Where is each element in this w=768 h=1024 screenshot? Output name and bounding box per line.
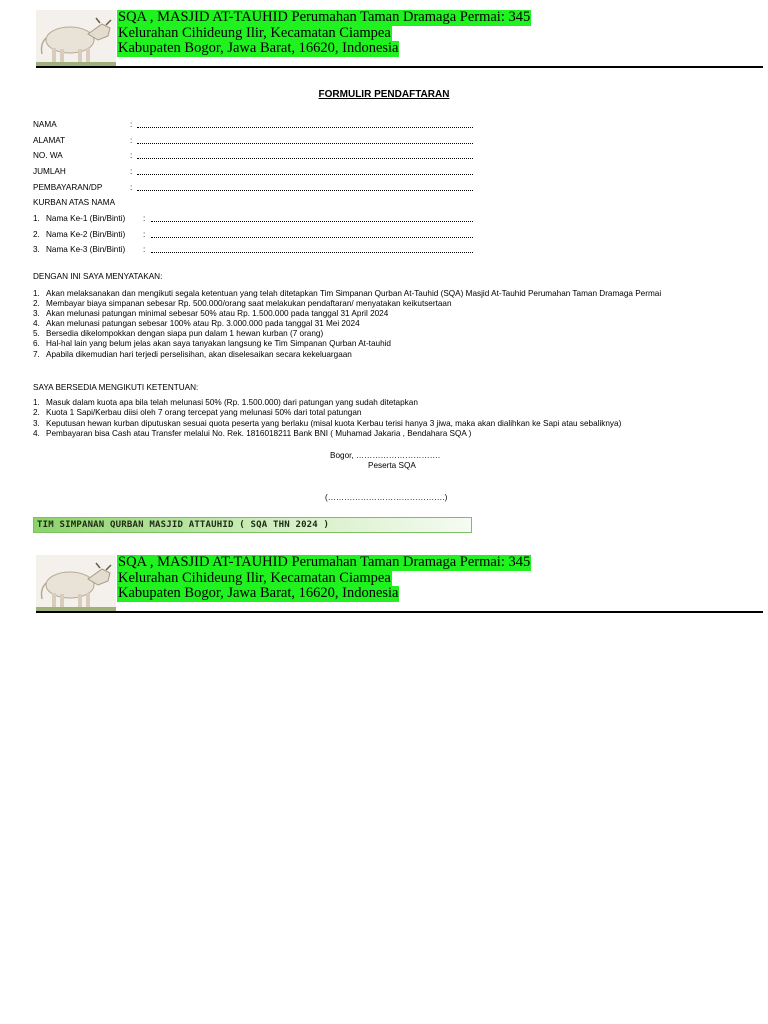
- letterhead-line-2: Kelurahan Cihideung Ilir, Kecamatan Ciampea: [118, 569, 391, 586]
- field-label: JUMLAH: [33, 167, 66, 176]
- field-label: NO. WA: [33, 151, 63, 160]
- field-kurban-3[interactable]: 3. Nama Ke-3 (Bin/Binti) :: [33, 245, 473, 257]
- cow-logo-image: [36, 10, 116, 66]
- terms-list: [33, 398, 621, 439]
- letterhead-line-3: Kabupaten Bogor, Jawa Barat, 16620, Indonesia: [118, 40, 399, 56]
- letterhead-line-1: SQA , MASJID AT-TAUHID Perumahan Taman Dramaga Permai: 345: [118, 9, 531, 25]
- cow-logo-image: [36, 555, 116, 611]
- field-label: ALAMAT: [33, 136, 66, 145]
- field-label: Nama Ke-2 (Bin/Binti): [46, 230, 126, 239]
- list-item: 3. Akan melunasi patungan minimal sebesar 50% atau Rp. 1.500.000 pada tanggal 31 April 2024: [33, 309, 389, 319]
- field-label: PEMBAYARAN/DP: [33, 183, 103, 192]
- field-label: Nama Ke-3 (Bin/Binti): [46, 245, 126, 254]
- list-item: 3. Keputusan hewan kurban diputuskan sesuai quota peserta yang berlaku (misal kuota Kerbau terisi hanya 3 jiwa, maka akan dialihkan ke Sapi atau sebaliknya): [33, 418, 622, 428]
- letterhead-line-3: Kabupaten Bogor, Jawa Barat, 16620, Indonesia: [118, 585, 399, 601]
- field-no-wa[interactable]: NO. WA :: [33, 151, 473, 163]
- signature-place: Bogor, ………………………….: [330, 451, 441, 460]
- list-item: 1. Akan melaksanakan dan mengikuti segala ketentuan yang telah ditetapkan Tim Simpanan Qurban At-Tauhid (SQA) Masjid At-Tauhid Perumahan Taman Dramaga Permai: [33, 289, 662, 298]
- letterhead-bottom: [36, 555, 763, 613]
- letterhead-top: [36, 10, 763, 68]
- field-nama[interactable]: NAMA :: [33, 120, 473, 132]
- form-title: FORMULIR PENDAFTARAN: [318, 89, 450, 100]
- field-kurban-1[interactable]: 1. Nama Ke-1 (Bin/Binti) :: [33, 214, 473, 226]
- header-divider: [36, 66, 763, 68]
- letterhead-line-1: SQA , MASJID AT-TAUHID Perumahan Taman Dramaga Permai: 345: [118, 554, 531, 570]
- field-label: Nama Ke-1 (Bin/Binti): [46, 214, 126, 223]
- statement-heading: DENGAN INI SAYA MENYATAKAN:: [33, 272, 163, 281]
- list-item: 7. Apabila dikemudian hari terjedi perselisihan, akan diselesaikan secara kekeluargaan: [33, 349, 352, 359]
- list-item: 6. Hal-hal lain yang belum jelas akan saya tanyakan langsung ke Tim Simpanan Qurban At-tauhid: [33, 339, 391, 349]
- letterhead-line-2: Kelurahan Cihideung Ilir, Kecamatan Ciampea: [118, 24, 391, 41]
- list-item: 5. Bersedia dikelompokkan dengan siapa pun dalam 1 hewan kurban (7 orang): [33, 329, 324, 339]
- kurban-heading: KURBAN ATAS NAMA: [33, 198, 116, 207]
- list-item: 1. Masuk dalam kuota apa bila telah melunasi 50% (Rp. 1.500.000) dari patungan yang sudah ditetapkan: [33, 398, 418, 407]
- footer-banner-text: TIM SIMPANAN QURBAN MASJID ATTAUHID ( SQA THN 2024 ): [37, 520, 330, 530]
- signature-role: Peserta SQA: [368, 461, 416, 470]
- field-label: NAMA: [33, 120, 57, 129]
- field-alamat[interactable]: ALAMAT :: [33, 136, 473, 148]
- terms-heading: SAYA BERSEDIA MENGIKUTI KETENTUAN:: [33, 383, 199, 392]
- header-divider: [36, 611, 763, 613]
- signature-blank[interactable]: (…………………………………….): [325, 493, 448, 502]
- field-jumlah[interactable]: JUMLAH :: [33, 167, 473, 179]
- list-item: 4. Akan melunasi patungan sebesar 100% atau Rp. 3.000.000 pada tanggal 31 Mei 2024: [33, 319, 360, 329]
- list-item: 4. Pembayaran bisa Cash atau Transfer melalui No. Rek. 1816018211 Bank BNI ( Muhamad Jakaria , Bendahara SQA ): [33, 428, 472, 438]
- statement-list: [33, 289, 661, 360]
- letterhead-text: [117, 10, 531, 57]
- field-pembayaran[interactable]: PEMBAYARAN/DP :: [33, 183, 473, 195]
- field-kurban-2[interactable]: 2. Nama Ke-2 (Bin/Binti) :: [33, 230, 473, 242]
- letterhead-text: [117, 555, 531, 602]
- list-item: 2. Kuota 1 Sapi/Kerbau diisi oleh 7 orang tercepat yang melunasi 50% dari total patungan: [33, 408, 362, 418]
- footer-banner: [33, 517, 472, 533]
- list-item: 2. Membayar biaya simpanan sebesar Rp. 500.000/orang saat melakukan pendaftaran/ menyatakan keikutsertaan: [33, 299, 452, 309]
